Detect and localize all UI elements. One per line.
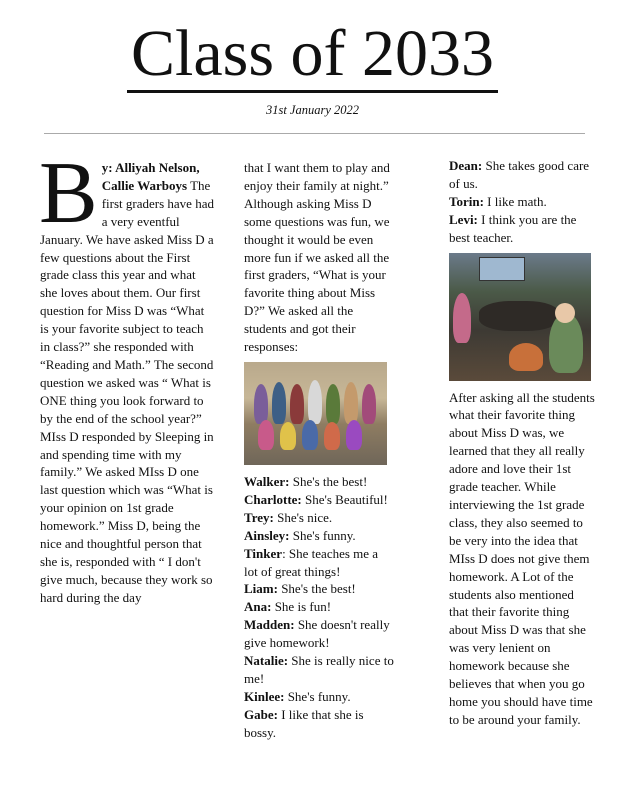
article-continuation: that I want them to play and enjoy their family at night.” — [244, 160, 390, 193]
response-item: Torin: I like math. — [449, 193, 547, 209]
response-item: Tinker: She teaches me a lot of great things! — [244, 545, 379, 579]
response-item: Trey: She's nice. — [244, 509, 333, 525]
smartboard — [479, 257, 525, 281]
response-item: Dean: She takes good care of us. — [449, 158, 590, 191]
response-item: Walker: She's the best! — [244, 473, 368, 489]
article-paragraph-2: Although asking Miss D some questions was fun, we thought it would be even more fun if we asked all the first graders, “What is your favorite thing about Miss D?” We asked all the students and got their responses: — [244, 195, 390, 355]
response-item: Ainsley: She's funny. — [244, 527, 356, 543]
response-item: Charlotte: She's Beautiful! — [244, 491, 388, 507]
column-3 — [449, 157, 596, 729]
column-2 — [244, 159, 394, 742]
column-1 — [39, 145, 215, 607]
response-item: Kinlee: She's funny. — [244, 688, 351, 704]
response-item: Madden: She doesn't really give homework! — [244, 617, 390, 651]
issue-date: 31st January 2022 — [265, 103, 360, 117]
header-divider — [44, 133, 585, 134]
class-group-photo — [244, 362, 387, 465]
response-item: Ana: She is fun! — [244, 599, 332, 615]
response-item: Liam: She's the best! — [244, 581, 356, 597]
response-item: Natalie: She is really nice to me! — [244, 653, 394, 686]
newsletter-title: Class of 2033 — [0, 14, 625, 94]
student-responses — [244, 473, 394, 742]
response-item: Levi: I think you are the best teacher. — [449, 211, 577, 245]
classroom-photo — [449, 253, 591, 381]
byline: y: Alliyah Nelson, Callie Warboys — [101, 160, 200, 193]
table — [479, 301, 559, 331]
article-paragraph-3: After asking all the students what their favorite thing about Miss D was, we learned that they all really adore and love their 1st grade teacher. While interviewing the 1st grade class, they also seemed to be very into the idea that MIss D does not give them homework. A Lot of the students also mentioned that their favorite thing about Miss D was that she was very lenient on homework because she believes that when you go home you should have time to be around your family. — [449, 389, 595, 727]
article-body-1: The first graders have had a very eventful January. We have asked Miss D a few questions about the First grade class this year and what she loves about them. Our first question for Miss D was “What is your favorite subject to teach in class?” she responded with “Reading and Math.” The second question we asked was “ What is ONE thing you look forward to by the end of the school year?” MIss D responded by Sleeping in and spending time with my family.” We asked MIss D one last question which was “What is your opinion on 1st grade homework.” Miss D, being the nice and thoughtful person that she is, responded with “ I don't give much, because they work so hard during the day — [40, 177, 214, 605]
response-item: Gabe: I like that she is bossy. — [244, 706, 364, 740]
drop-cap: B — [39, 145, 98, 242]
